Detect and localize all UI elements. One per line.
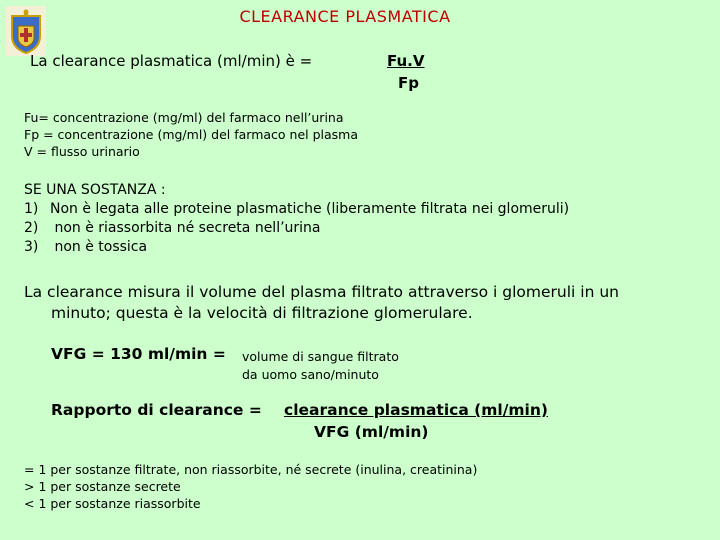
ratio-label: Rapporto di clearance = bbox=[51, 401, 262, 419]
note-equal-1: = 1 per sostanze filtrate, non riassorbite, né secrete (inulina, creatinina) bbox=[24, 462, 478, 477]
ratio-numerator: clearance plasmatica (ml/min) bbox=[284, 401, 548, 419]
conditions-heading: SE UNA SOSTANZA : bbox=[24, 182, 166, 198]
ratio-notes bbox=[24, 461, 477, 512]
conditions-block bbox=[24, 181, 569, 257]
clearance-paragraph bbox=[24, 282, 619, 324]
note-less-1: < 1 per sostanze riassorbite bbox=[24, 496, 201, 511]
page-title: CLEARANCE PLASMATICA bbox=[239, 7, 451, 26]
note-greater-1: > 1 per sostanze secrete bbox=[24, 479, 181, 494]
definitions-list bbox=[24, 109, 358, 160]
vfg-note-line-1: volume di sangue filtrato bbox=[242, 349, 399, 364]
condition-item: 1) Non è legata alle proteine plasmatiche (liberamente filtrata nei glomeruli) bbox=[24, 201, 570, 217]
condition-item: 3) non è tossica bbox=[24, 239, 148, 255]
definition-v: V = flusso urinario bbox=[24, 144, 140, 159]
formula-denominator: Fp bbox=[398, 74, 419, 92]
paragraph-line-1: La clearance misura il volume del plasma filtrato attraverso i glomeruli in un bbox=[24, 283, 619, 301]
ratio-denominator: VFG (ml/min) bbox=[314, 423, 429, 441]
vfg-label: VFG = 130 ml/min = bbox=[51, 345, 226, 363]
definition-fp: Fp = concentrazione (mg/ml) del farmaco nel plasma bbox=[24, 127, 358, 142]
formula-numerator: Fu.V bbox=[387, 52, 425, 70]
definition-fu: Fu= concentrazione (mg/ml) del farmaco nell’urina bbox=[24, 110, 344, 125]
paragraph-line-2: minuto; questa è la velocità di filtrazione glomerulare. bbox=[51, 304, 473, 322]
vfg-note-line-2: da uomo sano/minuto bbox=[242, 367, 379, 382]
clearance-formula-label: La clearance plasmatica (ml/min) è = bbox=[30, 52, 313, 70]
vfg-note bbox=[242, 348, 399, 384]
condition-item: 2) non è riassorbita né secreta nell’urina bbox=[24, 220, 321, 236]
